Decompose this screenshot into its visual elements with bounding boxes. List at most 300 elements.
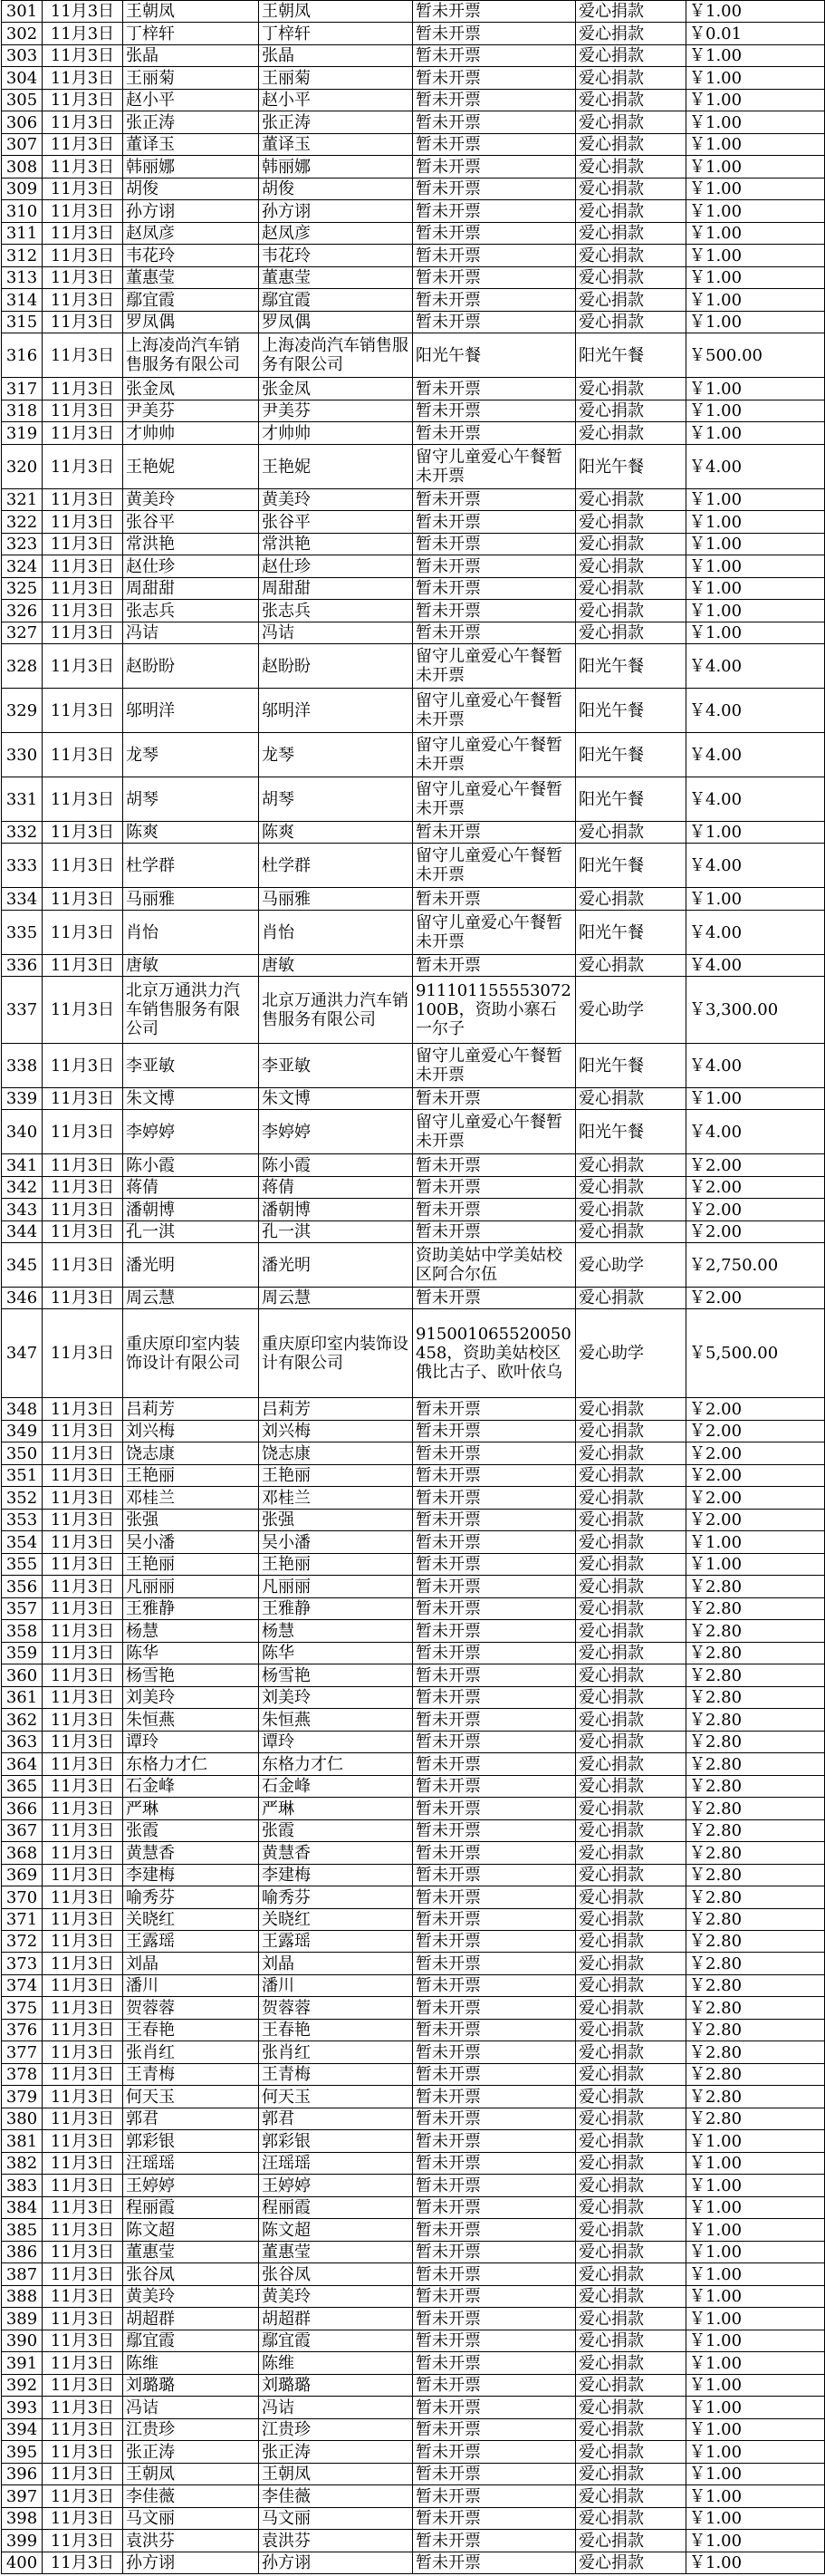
donation-type-cell: 爱心捐款 xyxy=(576,2219,686,2242)
donation-amount-cell: ￥2.80 xyxy=(686,1842,825,1865)
donation-type-cell: 爱心捐款 xyxy=(576,2263,686,2286)
donor-name-cell: 鄢宜霞 xyxy=(123,2330,259,2352)
invoice-title-cell: 冯诘 xyxy=(259,622,413,644)
serial-number-cell: 328 xyxy=(2,644,43,689)
invoice-note-cell: 暂未开票 xyxy=(413,1465,576,1487)
donation-date-cell: 11月3日 xyxy=(43,534,123,555)
donation-type-cell: 爱心助学 xyxy=(576,1243,686,1288)
donation-amount-cell: ￥1.00 xyxy=(686,2330,825,2352)
donation-amount-cell: ￥1.00 xyxy=(686,223,825,245)
donation-date-cell: 11月3日 xyxy=(43,67,123,90)
table-row xyxy=(2,489,825,511)
table-row xyxy=(2,156,825,178)
donation-date-cell: 11月3日 xyxy=(43,822,123,844)
table-row xyxy=(2,1199,825,1221)
donation-type-cell: 爱心捐款 xyxy=(576,1709,686,1732)
donation-date-cell: 11月3日 xyxy=(43,400,123,422)
invoice-note-cell: 暂未开票 xyxy=(413,1997,576,2020)
serial-number-cell: 370 xyxy=(2,1886,43,1909)
invoice-note-cell: 暂未开票 xyxy=(413,267,576,289)
serial-number-cell: 330 xyxy=(2,733,43,777)
table-row xyxy=(2,1154,825,1177)
table-row xyxy=(2,977,825,1044)
donation-date-cell: 11月3日 xyxy=(43,844,123,888)
invoice-note-cell: 留守儿童爱心午餐暂未开票 xyxy=(413,445,576,489)
donation-amount-cell: ￥1.00 xyxy=(686,600,825,622)
invoice-note-cell: 暂未开票 xyxy=(413,1643,576,1664)
donation-date-cell: 11月3日 xyxy=(43,1732,123,1753)
donation-date-cell: 11月3日 xyxy=(43,1953,123,1975)
donation-amount-cell: ￥1.00 xyxy=(686,200,825,223)
donation-type-cell: 爱心捐款 xyxy=(576,90,686,111)
table-row xyxy=(2,2064,825,2086)
donation-amount-cell: ￥1.00 xyxy=(686,1088,825,1110)
donation-date-cell: 11月3日 xyxy=(43,245,123,267)
table-row xyxy=(2,2375,825,2397)
donor-name-cell: 杨雪艳 xyxy=(123,1664,259,1687)
invoice-title-cell: 程丽霞 xyxy=(259,2197,413,2219)
donation-amount-cell: ￥4.00 xyxy=(686,911,825,955)
table-row xyxy=(2,23,825,45)
donation-type-cell: 爱心捐款 xyxy=(576,1620,686,1643)
donor-name-cell: 罗凤偶 xyxy=(123,312,259,333)
donation-date-cell: 11月3日 xyxy=(43,2419,123,2441)
serial-number-cell: 360 xyxy=(2,1664,43,1687)
donation-amount-cell: ￥1.00 xyxy=(686,1554,825,1576)
donation-type-cell: 爱心捐款 xyxy=(576,1865,686,1886)
donation-date-cell: 11月3日 xyxy=(43,1110,123,1154)
invoice-note-cell: 暂未开票 xyxy=(413,1288,576,1309)
table-row xyxy=(2,1931,825,1953)
invoice-title-cell: 肖怡 xyxy=(259,911,413,955)
donor-name-cell: 陈小霞 xyxy=(123,1154,259,1177)
serial-number-cell: 374 xyxy=(2,1975,43,1997)
donation-date-cell: 11月3日 xyxy=(43,111,123,134)
invoice-note-cell: 留守儿童爱心午餐暂未开票 xyxy=(413,1110,576,1154)
donor-name-cell: 才帅帅 xyxy=(123,422,259,445)
donor-name-cell: 东格力才仁 xyxy=(123,1753,259,1776)
donation-amount-cell: ￥1.00 xyxy=(686,312,825,333)
serial-number-cell: 357 xyxy=(2,1598,43,1620)
serial-number-cell: 333 xyxy=(2,844,43,888)
serial-number-cell: 329 xyxy=(2,689,43,733)
invoice-note-cell: 暂未开票 xyxy=(413,1753,576,1776)
donation-date-cell: 11月3日 xyxy=(43,2041,123,2064)
donation-type-cell: 爱心捐款 xyxy=(576,1465,686,1487)
donation-date-cell: 11月3日 xyxy=(43,1199,123,1221)
invoice-title-cell: 鄢宜霞 xyxy=(259,289,413,312)
donation-amount-cell: ￥2.00 xyxy=(686,1398,825,1421)
invoice-note-cell: 暂未开票 xyxy=(413,1953,576,1975)
donor-name-cell: 王朝凤 xyxy=(123,2464,259,2485)
donation-type-cell: 爱心捐款 xyxy=(576,1554,686,1576)
donation-type-cell: 阳光午餐 xyxy=(576,1110,686,1154)
donor-name-cell: 张强 xyxy=(123,1510,259,1531)
donation-date-cell: 11月3日 xyxy=(43,2464,123,2485)
table-row xyxy=(2,2286,825,2308)
table-row xyxy=(2,1442,825,1465)
invoice-note-cell: 资助美姑中学美姑校区阿合尔伍 xyxy=(413,1243,576,1288)
invoice-note-cell: 暂未开票 xyxy=(413,1576,576,1598)
donor-name-cell: 王艳妮 xyxy=(123,445,259,489)
donation-amount-cell: ￥2.00 xyxy=(686,1510,825,1531)
donation-type-cell: 爱心捐款 xyxy=(576,2286,686,2308)
serial-number-cell: 378 xyxy=(2,2064,43,2086)
donor-name-cell: 马丽雅 xyxy=(123,888,259,911)
invoice-title-cell: 张金凤 xyxy=(259,378,413,400)
table-row xyxy=(2,422,825,445)
table-row xyxy=(2,822,825,844)
invoice-title-cell: 潘川 xyxy=(259,1975,413,1997)
donation-amount-cell: ￥1.00 xyxy=(686,1531,825,1554)
table-row xyxy=(2,223,825,245)
donor-name-cell: 关晓红 xyxy=(123,1909,259,1931)
donor-name-cell: 杨慧 xyxy=(123,1620,259,1643)
serial-number-cell: 391 xyxy=(2,2352,43,2375)
invoice-note-cell: 暂未开票 xyxy=(413,156,576,178)
donation-amount-cell: ￥1.00 xyxy=(686,422,825,445)
invoice-note-cell: 暂未开票 xyxy=(413,1687,576,1709)
invoice-title-cell: 王艳妮 xyxy=(259,445,413,489)
donor-name-cell: 周甜甜 xyxy=(123,578,259,600)
invoice-note-cell: 暂未开票 xyxy=(413,1510,576,1531)
table-row xyxy=(2,1776,825,1798)
invoice-title-cell: 常洪艳 xyxy=(259,534,413,555)
donor-name-cell: 韩丽娜 xyxy=(123,156,259,178)
donation-date-cell: 11月3日 xyxy=(43,1177,123,1199)
donation-type-cell: 爱心捐款 xyxy=(576,1931,686,1953)
donation-type-cell: 爱心捐款 xyxy=(576,822,686,844)
invoice-note-cell: 暂未开票 xyxy=(413,200,576,223)
donation-type-cell: 爱心捐款 xyxy=(576,2352,686,2375)
donation-amount-cell: ￥2.80 xyxy=(686,1776,825,1798)
donation-amount-cell: ￥2.80 xyxy=(686,1931,825,1953)
donation-date-cell: 11月3日 xyxy=(43,2219,123,2242)
donation-type-cell: 爱心捐款 xyxy=(576,2153,686,2175)
donation-amount-cell: ￥1.00 xyxy=(686,534,825,555)
donation-amount-cell: ￥1.00 xyxy=(686,1,825,23)
invoice-title-cell: 严琳 xyxy=(259,1798,413,1820)
invoice-title-cell: 王艳丽 xyxy=(259,1554,413,1576)
donation-amount-cell: ￥2.00 xyxy=(686,1465,825,1487)
donor-name-cell: 周云慧 xyxy=(123,1288,259,1309)
invoice-title-cell: 龙琴 xyxy=(259,733,413,777)
donation-type-cell: 爱心捐款 xyxy=(576,178,686,200)
serial-number-cell: 392 xyxy=(2,2375,43,2397)
donation-type-cell: 爱心捐款 xyxy=(576,1753,686,1776)
donation-type-cell: 爱心捐款 xyxy=(576,289,686,312)
donation-amount-cell: ￥1.00 xyxy=(686,2242,825,2263)
donation-type-cell: 爱心捐款 xyxy=(576,2130,686,2153)
invoice-title-cell: 王朝凤 xyxy=(259,2464,413,2485)
serial-number-cell: 354 xyxy=(2,1531,43,1554)
donation-type-cell: 爱心捐款 xyxy=(576,378,686,400)
invoice-title-cell: 黄慧香 xyxy=(259,1842,413,1865)
donation-type-cell: 爱心捐款 xyxy=(576,1199,686,1221)
table-row xyxy=(2,445,825,489)
invoice-title-cell: 张志兵 xyxy=(259,600,413,622)
table-row xyxy=(2,2086,825,2108)
invoice-note-cell: 留守儿童爱心午餐暂未开票 xyxy=(413,777,576,822)
donor-name-cell: 李婷婷 xyxy=(123,1110,259,1154)
invoice-note-cell: 911101155553072100B，资助小寨石一尔子 xyxy=(413,977,576,1044)
donor-name-cell: 董惠莹 xyxy=(123,267,259,289)
serial-number-cell: 393 xyxy=(2,2397,43,2419)
invoice-note-cell: 暂未开票 xyxy=(413,822,576,844)
serial-number-cell: 385 xyxy=(2,2219,43,2242)
invoice-title-cell: 刘美玲 xyxy=(259,1687,413,1709)
donation-type-cell: 爱心捐款 xyxy=(576,1576,686,1598)
invoice-title-cell: 杜学群 xyxy=(259,844,413,888)
donor-name-cell: 重庆原印室内装饰设计有限公司 xyxy=(123,1309,259,1398)
table-row xyxy=(2,267,825,289)
donation-amount-cell: ￥1.00 xyxy=(686,2419,825,2441)
donation-date-cell: 11月3日 xyxy=(43,977,123,1044)
donation-date-cell: 11月3日 xyxy=(43,644,123,689)
donation-amount-cell: ￥2.80 xyxy=(686,2108,825,2130)
serial-number-cell: 363 xyxy=(2,1732,43,1753)
donation-date-cell: 11月3日 xyxy=(43,2130,123,2153)
donation-amount-cell: ￥1.00 xyxy=(686,888,825,911)
serial-number-cell: 359 xyxy=(2,1643,43,1664)
serial-number-cell: 335 xyxy=(2,911,43,955)
donation-amount-cell: ￥2.80 xyxy=(686,1643,825,1664)
invoice-title-cell: 张谷凤 xyxy=(259,2263,413,2286)
serial-number-cell: 368 xyxy=(2,1842,43,1865)
table-row xyxy=(2,1221,825,1243)
serial-number-cell: 371 xyxy=(2,1909,43,1931)
serial-number-cell: 366 xyxy=(2,1798,43,1820)
donation-type-cell: 爱心捐款 xyxy=(576,134,686,156)
donation-type-cell: 爱心捐款 xyxy=(576,489,686,511)
donation-date-cell: 11月3日 xyxy=(43,2108,123,2130)
table-row xyxy=(2,1309,825,1398)
table-row xyxy=(2,1487,825,1510)
donor-name-cell: 张志兵 xyxy=(123,600,259,622)
invoice-note-cell: 留守儿童爱心午餐暂未开票 xyxy=(413,733,576,777)
serial-number-cell: 367 xyxy=(2,1820,43,1842)
donation-amount-cell: ￥1.00 xyxy=(686,2130,825,2153)
invoice-title-cell: 张晶 xyxy=(259,45,413,67)
invoice-title-cell: 潘光明 xyxy=(259,1243,413,1288)
donation-date-cell: 11月3日 xyxy=(43,2375,123,2397)
table-row xyxy=(2,378,825,400)
invoice-note-cell: 暂未开票 xyxy=(413,489,576,511)
table-row xyxy=(2,200,825,223)
donor-name-cell: 唐敏 xyxy=(123,955,259,977)
donation-type-cell: 爱心助学 xyxy=(576,1309,686,1398)
invoice-note-cell: 暂未开票 xyxy=(413,511,576,534)
donation-type-cell: 爱心捐款 xyxy=(576,1154,686,1177)
table-row xyxy=(2,2397,825,2419)
donor-name-cell: 赵小平 xyxy=(123,90,259,111)
donor-name-cell: 刘璐璐 xyxy=(123,2375,259,2397)
invoice-title-cell: 李亚敏 xyxy=(259,1044,413,1088)
invoice-title-cell: 郭彩银 xyxy=(259,2130,413,2153)
donation-type-cell: 阳光午餐 xyxy=(576,777,686,822)
serial-number-cell: 313 xyxy=(2,267,43,289)
donor-name-cell: 陈爽 xyxy=(123,822,259,844)
serial-number-cell: 394 xyxy=(2,2419,43,2441)
donation-amount-cell: ￥4.00 xyxy=(686,1044,825,1088)
donor-name-cell: 郭君 xyxy=(123,2108,259,2130)
serial-number-cell: 389 xyxy=(2,2308,43,2330)
donor-name-cell: 孙方诩 xyxy=(123,200,259,223)
donor-name-cell: 凡丽丽 xyxy=(123,1576,259,1598)
donation-amount-cell: ￥1.00 xyxy=(686,2263,825,2286)
invoice-note-cell: 留守儿童爱心午餐暂未开票 xyxy=(413,644,576,689)
invoice-title-cell: 北京万通洪力汽车销售服务有限公司 xyxy=(259,977,413,1044)
table-row xyxy=(2,67,825,90)
invoice-title-cell: 孙方诩 xyxy=(259,2552,413,2574)
serial-number-cell: 361 xyxy=(2,1687,43,1709)
invoice-note-cell: 暂未开票 xyxy=(413,2419,576,2441)
donation-type-cell: 爱心捐款 xyxy=(576,2441,686,2464)
donor-name-cell: 尹美芬 xyxy=(123,400,259,422)
donation-amount-cell: ￥2.80 xyxy=(686,1598,825,1620)
donation-date-cell: 11月3日 xyxy=(43,45,123,67)
invoice-title-cell: 郭君 xyxy=(259,2108,413,2130)
table-row xyxy=(2,578,825,600)
donor-name-cell: 饶志康 xyxy=(123,1442,259,1465)
donation-amount-cell: ￥2.80 xyxy=(686,1997,825,2020)
serial-number-cell: 327 xyxy=(2,622,43,644)
invoice-title-cell: 饶志康 xyxy=(259,1442,413,1465)
donation-type-cell: 爱心捐款 xyxy=(576,2064,686,2086)
donor-name-cell: 王青梅 xyxy=(123,2064,259,2086)
donor-name-cell: 王露瑶 xyxy=(123,1931,259,1953)
donation-amount-cell: ￥1.00 xyxy=(686,178,825,200)
donation-amount-cell: ￥4.00 xyxy=(686,844,825,888)
invoice-title-cell: 赵小平 xyxy=(259,90,413,111)
table-row xyxy=(2,2108,825,2130)
donation-type-cell: 爱心捐款 xyxy=(576,2552,686,2574)
donation-date-cell: 11月3日 xyxy=(43,2530,123,2552)
table-row xyxy=(2,2308,825,2330)
invoice-note-cell: 暂未开票 xyxy=(413,622,576,644)
donation-type-cell: 爱心捐款 xyxy=(576,156,686,178)
donation-amount-cell: ￥1.00 xyxy=(686,2286,825,2308)
table-row xyxy=(2,1732,825,1753)
donation-type-cell: 爱心捐款 xyxy=(576,1177,686,1199)
invoice-title-cell: 黄美玲 xyxy=(259,2286,413,2308)
invoice-note-cell: 暂未开票 xyxy=(413,134,576,156)
invoice-note-cell: 暂未开票 xyxy=(413,2530,576,2552)
donation-type-cell: 爱心捐款 xyxy=(576,2485,686,2508)
invoice-title-cell: 胡琴 xyxy=(259,777,413,822)
invoice-title-cell: 王婷婷 xyxy=(259,2175,413,2197)
serial-number-cell: 358 xyxy=(2,1620,43,1643)
donor-name-cell: 董译玉 xyxy=(123,134,259,156)
table-row xyxy=(2,1510,825,1531)
serial-number-cell: 342 xyxy=(2,1177,43,1199)
invoice-note-cell: 暂未开票 xyxy=(413,378,576,400)
donor-name-cell: 李佳薇 xyxy=(123,2485,259,2508)
donation-type-cell: 爱心捐款 xyxy=(576,1398,686,1421)
invoice-note-cell: 暂未开票 xyxy=(413,289,576,312)
table-row xyxy=(2,1398,825,1421)
donation-date-cell: 11月3日 xyxy=(43,134,123,156)
serial-number-cell: 308 xyxy=(2,156,43,178)
donor-name-cell: 王艳丽 xyxy=(123,1465,259,1487)
invoice-title-cell: 潘朝博 xyxy=(259,1199,413,1221)
donation-amount-cell: ￥2.00 xyxy=(686,1288,825,1309)
donation-date-cell: 11月3日 xyxy=(43,1,123,23)
serial-number-cell: 373 xyxy=(2,1953,43,1975)
serial-number-cell: 324 xyxy=(2,555,43,578)
donation-amount-cell: ￥5,500.00 xyxy=(686,1309,825,1398)
donation-type-cell: 爱心捐款 xyxy=(576,1886,686,1909)
serial-number-cell: 316 xyxy=(2,333,43,378)
donation-type-cell: 阳光午餐 xyxy=(576,689,686,733)
donation-date-cell: 11月3日 xyxy=(43,333,123,378)
serial-number-cell: 309 xyxy=(2,178,43,200)
invoice-note-cell: 暂未开票 xyxy=(413,1776,576,1798)
donation-type-cell: 爱心捐款 xyxy=(576,2086,686,2108)
table-row xyxy=(2,844,825,888)
table-row xyxy=(2,134,825,156)
table-row xyxy=(2,333,825,378)
donation-date-cell: 11月3日 xyxy=(43,1088,123,1110)
table-row xyxy=(2,2419,825,2441)
donor-name-cell: 赵盼盼 xyxy=(123,644,259,689)
donation-date-cell: 11月3日 xyxy=(43,600,123,622)
donation-type-cell: 爱心捐款 xyxy=(576,2419,686,2441)
serial-number-cell: 348 xyxy=(2,1398,43,1421)
serial-number-cell: 340 xyxy=(2,1110,43,1154)
donor-name-cell: 丁梓轩 xyxy=(123,23,259,45)
donation-type-cell: 爱心捐款 xyxy=(576,1221,686,1243)
donation-amount-cell: ￥2.80 xyxy=(686,1865,825,1886)
serial-number-cell: 322 xyxy=(2,511,43,534)
invoice-note-cell: 暂未开票 xyxy=(413,1931,576,1953)
invoice-note-cell: 暂未开票 xyxy=(413,178,576,200)
serial-number-cell: 345 xyxy=(2,1243,43,1288)
invoice-title-cell: 马文丽 xyxy=(259,2508,413,2530)
donation-date-cell: 11月3日 xyxy=(43,1798,123,1820)
donation-amount-cell: ￥2.80 xyxy=(686,1909,825,1931)
table-row xyxy=(2,1975,825,1997)
table-row xyxy=(2,2242,825,2263)
donor-name-cell: 孙方诩 xyxy=(123,2552,259,2574)
donor-name-cell: 朱文博 xyxy=(123,1088,259,1110)
donation-date-cell: 11月3日 xyxy=(43,555,123,578)
serial-number-cell: 326 xyxy=(2,600,43,622)
donation-amount-cell: ￥1.00 xyxy=(686,2153,825,2175)
invoice-note-cell: 暂未开票 xyxy=(413,2397,576,2419)
donation-date-cell: 11月3日 xyxy=(43,578,123,600)
donation-date-cell: 11月3日 xyxy=(43,178,123,200)
donation-type-cell: 爱心捐款 xyxy=(576,1732,686,1753)
invoice-note-cell: 暂未开票 xyxy=(413,2130,576,2153)
invoice-title-cell: 才帅帅 xyxy=(259,422,413,445)
serial-number-cell: 339 xyxy=(2,1088,43,1110)
donation-date-cell: 11月3日 xyxy=(43,2020,123,2041)
serial-number-cell: 377 xyxy=(2,2041,43,2064)
invoice-note-cell: 暂未开票 xyxy=(413,1865,576,1886)
donation-amount-cell: ￥0.01 xyxy=(686,23,825,45)
serial-number-cell: 334 xyxy=(2,888,43,911)
donation-amount-cell: ￥2.80 xyxy=(686,1732,825,1753)
donor-name-cell: 肖怡 xyxy=(123,911,259,955)
serial-number-cell: 317 xyxy=(2,378,43,400)
invoice-title-cell: 刘璐璐 xyxy=(259,2375,413,2397)
serial-number-cell: 352 xyxy=(2,1487,43,1510)
donation-date-cell: 11月3日 xyxy=(43,911,123,955)
serial-number-cell: 388 xyxy=(2,2286,43,2308)
donation-type-cell: 爱心捐款 xyxy=(576,2108,686,2130)
serial-number-cell: 311 xyxy=(2,223,43,245)
